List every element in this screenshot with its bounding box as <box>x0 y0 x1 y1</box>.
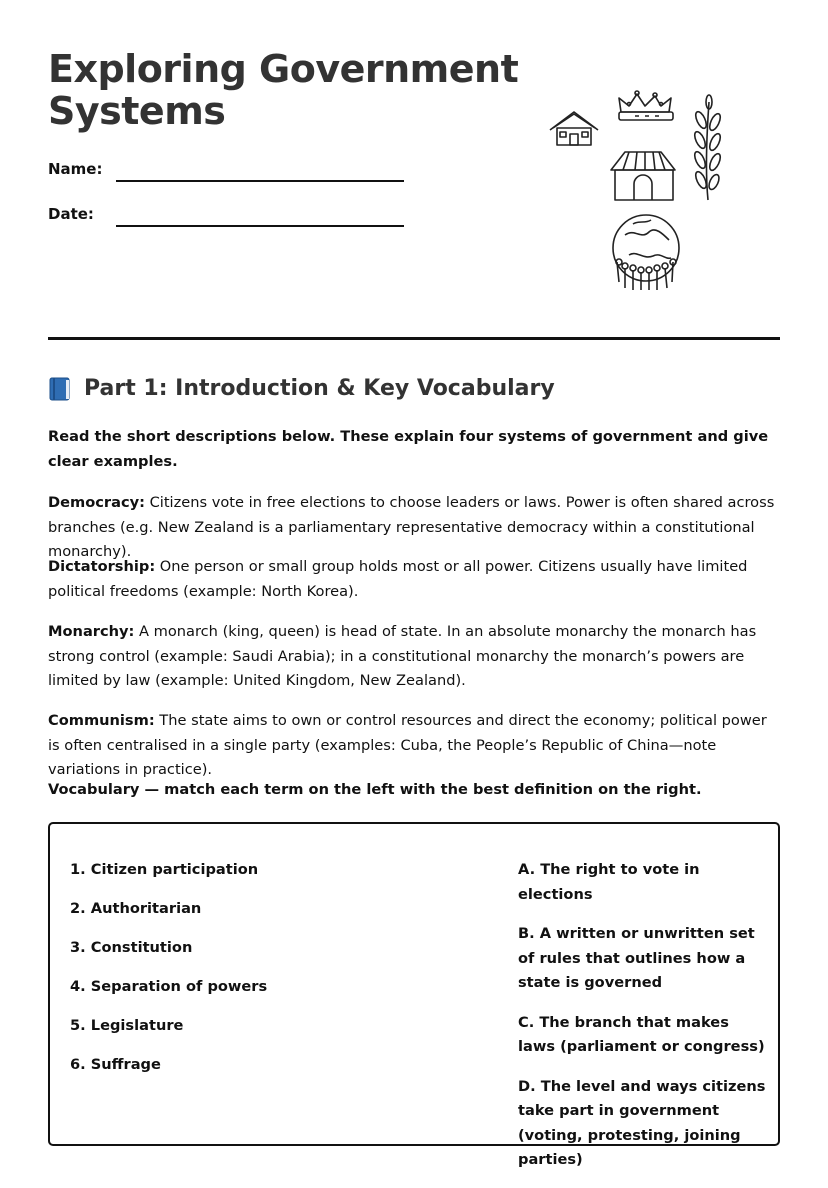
vocab-term[interactable]: 3. Constitution <box>70 939 193 956</box>
vocab-term[interactable]: 4. Separation of powers <box>70 978 268 995</box>
part1-intro: Read the short descriptions below. These explain four systems of government and give clear examples. <box>48 428 769 470</box>
title-line-2: Systems <box>48 89 226 133</box>
dictatorship-paragraph <box>48 555 783 604</box>
monarchy-paragraph <box>48 620 783 694</box>
democracy-term: Democracy: <box>48 494 145 511</box>
vocab-term[interactable]: 6. Suffrage <box>70 1056 161 1073</box>
democracy-paragraph <box>48 491 783 565</box>
vocab-term[interactable]: 5. Legislature <box>70 1017 184 1034</box>
part1-heading <box>48 374 555 404</box>
laurel-branch-icon <box>693 95 723 200</box>
vocab-definition[interactable]: B. A written or unwritten set of rules that outlines how a state is governed <box>518 925 755 991</box>
globe-people-icon <box>613 215 679 290</box>
date-line[interactable] <box>116 225 404 227</box>
dictatorship-term: Dictatorship: <box>48 558 156 575</box>
dictatorship-text: One person or small group holds most or all power. Citizens usually have limited political freedoms (example: North Korea). <box>48 558 748 600</box>
vocab-term[interactable]: 1. Citizen participation <box>70 861 259 878</box>
vocabulary-definitions-list <box>518 858 768 1188</box>
vocabulary-matching-box <box>48 822 780 1168</box>
section-divider <box>48 337 780 340</box>
monarchy-text: A monarch (king, queen) is head of state. In an absolute monarchy the monarch has strong control (example: Saudi Arabia); in a constitutional monarchy the monarch’s powers are limited by law (example: United Kingdom, New Zealand). <box>48 623 757 689</box>
communism-term: Communism: <box>48 712 155 729</box>
blue-book-icon <box>48 376 72 402</box>
title-line-1: Exploring Government <box>48 47 519 91</box>
vocabulary-instructions: Vocabulary — match each term on the left with the best definition on the right. <box>48 781 702 798</box>
hut-icon <box>611 152 675 200</box>
name-label: Name: <box>48 160 103 178</box>
vocab-term[interactable]: 2. Authoritarian <box>70 900 202 917</box>
democracy-text: Citizens vote in free elections to choose leaders or laws. Power is often shared across branches (e.g. New Zealand is a parliamentary representative democracy within a constitutional monarchy). <box>48 494 775 560</box>
government-illustrations <box>545 90 745 300</box>
house-icon <box>550 112 598 145</box>
date-label: Date: <box>48 205 94 223</box>
vocab-definition[interactable]: A. The right to vote in elections <box>518 861 700 903</box>
monarchy-term: Monarchy: <box>48 623 135 640</box>
vocab-definition[interactable]: D. The level and ways citizens take part in government (voting, protesting, joining parties) <box>518 1077 766 1168</box>
crown-icon <box>619 91 673 120</box>
communism-text: The state aims to own or control resources and direct the economy; political power is often centralised in a single party (examples: Cuba, the People’s Republic of China—note variations in practice). <box>48 712 767 778</box>
communism-paragraph <box>48 709 783 783</box>
name-line[interactable] <box>116 180 404 182</box>
worksheet-title <box>48 48 518 132</box>
vocab-definition[interactable]: C. The branch that makes laws (parliament or congress) <box>518 1013 765 1055</box>
vocabulary-terms-list <box>70 858 267 1092</box>
part1-heading-text: Part 1: Introduction & Key Vocabulary <box>84 376 555 401</box>
